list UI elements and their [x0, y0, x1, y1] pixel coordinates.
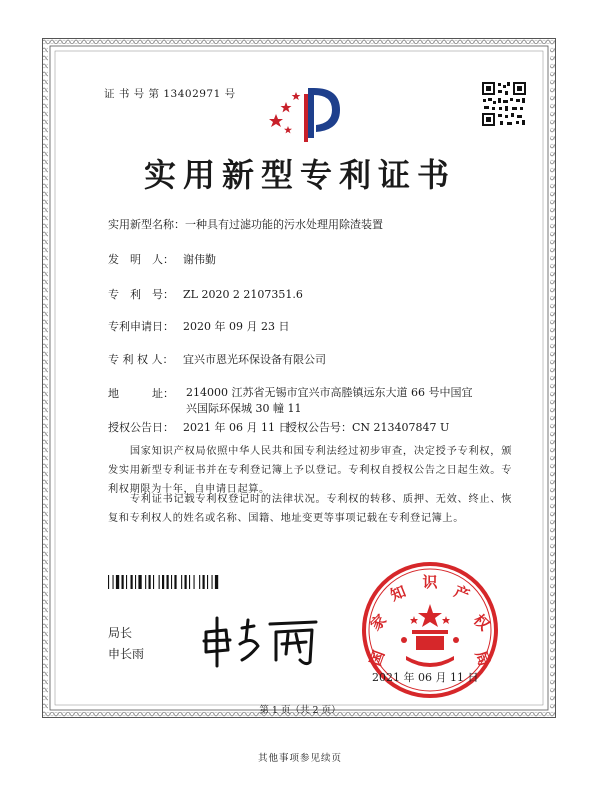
barcode-bar — [138, 575, 141, 589]
barcode-bar — [149, 575, 151, 589]
seal-date: 2021 年 06 月 11 日 — [372, 671, 479, 684]
barcode-bar — [174, 575, 176, 589]
field-label: 授权公告号： — [286, 421, 352, 434]
barcode-icon — [108, 575, 278, 589]
field-label: 发 明 人： — [108, 253, 174, 266]
barcode-bar — [113, 575, 114, 589]
barcode-bar — [153, 575, 154, 589]
svg-text:知: 知 — [387, 582, 409, 605]
field-inventor — [108, 251, 216, 267]
barcode-bar — [116, 575, 119, 589]
field-value: ZL 2020 2 2107351.6 — [183, 288, 303, 301]
barcode-bar — [171, 575, 172, 589]
legal-status-paragraph: 专利证书记载专利权登记时的法律状况。专利权的转移、质押、无效、终止、恢复和专利权人的姓名或名称、国籍、地址变更等事项记载在专利登记簿上。 — [108, 494, 512, 524]
field-label: 授权公告日： — [108, 421, 174, 434]
field-label: 专 利 权 人： — [108, 353, 174, 366]
grant-statement-paragraph: 国家知识产权局依照中华人民共和国专利法经过初步审查，决定授予专利权，颁发实用新型专利证书并在专利登记簿上予以登记。专利权自授权公告之日起生效。专利权期限为十年，自申请日起算。 — [108, 446, 512, 495]
field-label: 专利申请日： — [108, 320, 174, 333]
field-patentee — [108, 351, 326, 367]
barcode-bar — [199, 575, 200, 589]
barcode-bar — [181, 575, 182, 589]
barcode-bar — [194, 575, 195, 589]
field-address-value — [186, 385, 476, 417]
field-value: 谢伟勤 — [183, 253, 216, 266]
cnipa-emblem-icon — [266, 80, 346, 146]
page-indicator: 第 1 页（共 2 页） — [259, 705, 341, 716]
field-patent-number — [108, 286, 303, 302]
barcode-bar — [189, 575, 190, 589]
svg-text:国: 国 — [366, 648, 389, 669]
field-value: 2021 年 06 月 11 日 — [183, 421, 290, 434]
barcode-bar — [122, 575, 124, 589]
svg-text:权: 权 — [469, 610, 494, 635]
barcode-bar — [212, 575, 213, 589]
barcode-bar — [162, 575, 164, 589]
svg-text:局: 局 — [471, 648, 494, 669]
barcode-bar — [207, 575, 208, 589]
qr-code-icon — [480, 80, 528, 128]
barcode-bar — [203, 575, 205, 589]
field-announcement-number — [286, 419, 449, 435]
handwritten-signature — [196, 610, 326, 670]
field-announcement-date — [108, 419, 289, 435]
svg-text:家: 家 — [366, 610, 391, 635]
barcode-bar — [108, 575, 109, 589]
barcode-bar — [126, 575, 127, 589]
certificate-title: 实用新型专利证书 — [143, 156, 456, 194]
field-value: 2020 年 09 月 23 日 — [183, 320, 290, 333]
field-value: 一种具有过滤功能的污水处理用除渣装置 — [185, 218, 383, 231]
field-value: CN 213407847 U — [352, 421, 450, 434]
field-label: 地 址： — [108, 387, 174, 400]
barcode-bar — [215, 575, 218, 589]
field-utility-model-name — [108, 216, 383, 232]
svg-text:识: 识 — [422, 573, 438, 591]
barcode-bar — [167, 575, 169, 589]
field-value: 宜兴市恩光环保设备有限公司 — [183, 353, 326, 366]
field-label: 实用新型名称： — [108, 218, 185, 231]
field-application-date — [108, 318, 289, 334]
svg-text:产: 产 — [451, 582, 473, 605]
barcode-bar — [185, 575, 187, 589]
field-label: 专 利 号： — [108, 288, 174, 301]
signatory-title: 局长 — [108, 626, 133, 640]
certificate-number: 证 书 号 第 13402971 号 — [104, 88, 236, 100]
barcode-bar — [159, 575, 160, 589]
footer-note: 其他事项参见续页 — [257, 753, 342, 764]
field-address-label — [108, 385, 183, 401]
address-line-1: 214000 江苏省无锡市宜兴市高塍镇远东大道 66 号中国宜 — [186, 386, 473, 399]
barcode-bar — [145, 575, 146, 589]
signatory-name: 申长雨 — [108, 647, 145, 661]
address-line-2: 兴国际环保城 30 幢 11 — [186, 402, 302, 415]
barcode-bar — [135, 575, 136, 589]
barcode-bar — [131, 575, 133, 589]
